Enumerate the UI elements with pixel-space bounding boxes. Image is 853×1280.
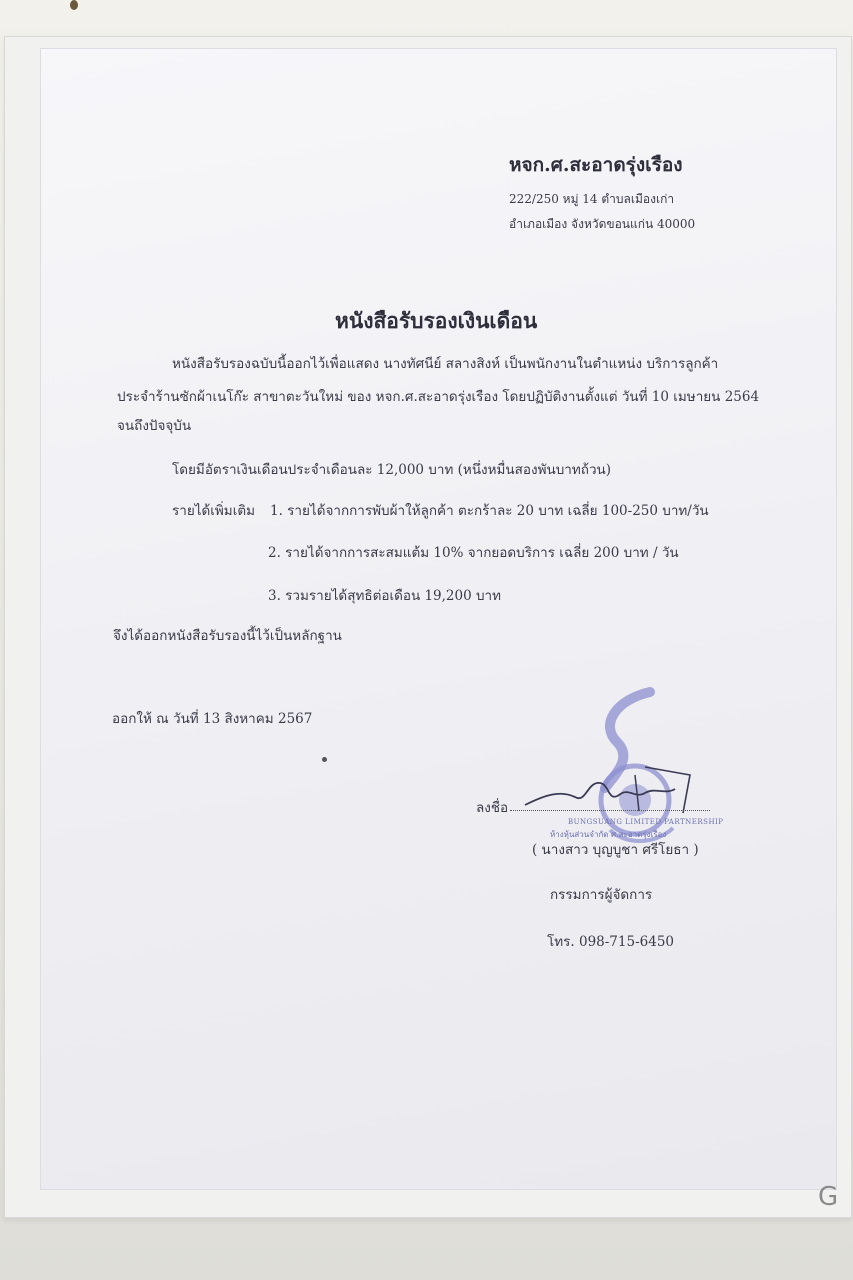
company-name: หจก.ศ.สะอาดรุ่งเรือง bbox=[509, 154, 683, 176]
company-address-line2: อำเภอเมือง จังหวัดขอนแก่น 40000 bbox=[509, 217, 696, 231]
sleeve-edge-letter: G bbox=[818, 1182, 839, 1212]
salary-statement: โดยมีอัตราเงินเดือนประจำเดือนละ 12,000 บาท (หนึ่งหมื่นสองพันบาทถ้วน) bbox=[172, 462, 612, 478]
paper-speck bbox=[322, 757, 327, 762]
handwritten-signature bbox=[515, 755, 705, 825]
closing-statement: จึงได้ออกหนังสือรับรองนี้ไว้เป็นหลักฐาน bbox=[113, 628, 342, 644]
income-item: 2. รายได้จากการสะสมแต้ม 10% จากยอดบริการ เฉลี่ย 200 บาท / วัน bbox=[268, 545, 679, 561]
signature-label: ลงชื่อ bbox=[476, 800, 509, 816]
extra-income-label: รายได้เพิ่มเติม bbox=[172, 503, 255, 519]
stamp-text-en: BUNGSUANG LIMITED PARTNERSHIP bbox=[568, 818, 724, 826]
income-item: 3. รวมรายได้สุทธิต่อเดือน 19,200 บาท bbox=[268, 588, 502, 604]
body-paragraph-line2: ประจำร้านซักผ้าเนโก๊ะ สาขาตะวันใหม่ ของ หจก.ศ.สะอาดรุ่งเรือง โดยปฏิบัติงานตั้งแต่ วันที่ 10 เมษายน 2564 bbox=[117, 389, 760, 405]
issued-date: ออกให้ ณ วันที่ 13 สิงหาคม 2567 bbox=[112, 711, 313, 727]
body-paragraph-line1: หนังสือรับรองฉบับนี้ออกไว้เพื่อแสดง นางทัศนีย์ สลางสิงห์ เป็นพนักงานในตำแหน่ง บริการลูกค้า bbox=[172, 356, 719, 372]
income-item: 1. รายได้จากการพับผ้าให้ลูกค้า ตะกร้าละ 20 บาท เฉลี่ย 100-250 บาท/วัน bbox=[270, 503, 709, 519]
company-address-line1: 222/250 หมู่ 14 ตำบลเมืองเก่า bbox=[509, 192, 675, 206]
stamp-text-th: ห้างหุ้นส่วนจำกัด ศ.สะอาดรุ่งเรือง bbox=[550, 830, 667, 839]
signatory-name: ( นางสาว บุญบูชา ศรีโยธา ) bbox=[532, 842, 699, 858]
body-paragraph-line3: จนถึงปัจจุบัน bbox=[117, 418, 192, 434]
contact-phone: โทร. 098-715-6450 bbox=[547, 934, 674, 950]
signature-line bbox=[510, 810, 710, 811]
document-title: หนังสือรับรองเงินเดือน bbox=[335, 308, 538, 333]
signatory-position: กรรมการผู้จัดการ bbox=[550, 887, 653, 903]
letter-paper bbox=[40, 48, 837, 1190]
background-speck bbox=[70, 0, 78, 10]
